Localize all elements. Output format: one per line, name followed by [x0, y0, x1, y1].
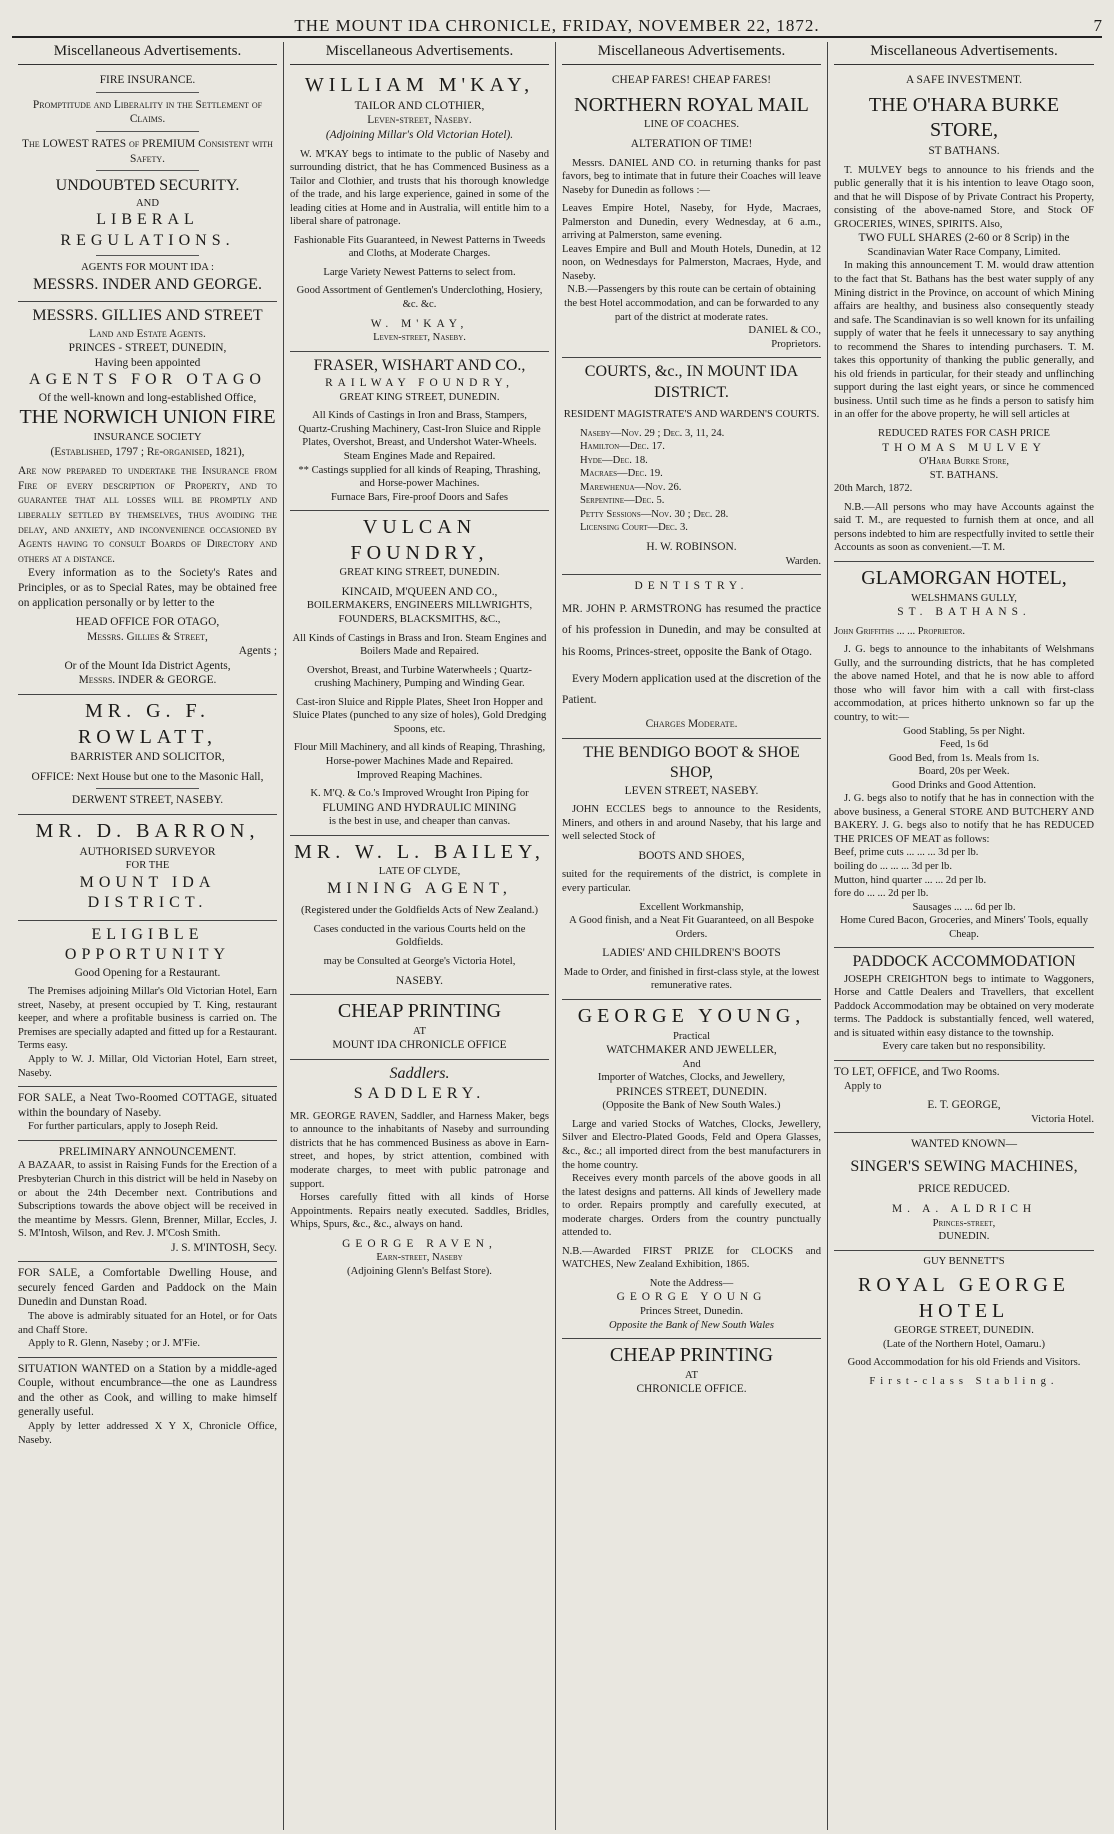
ad-line: Note the Address—	[649, 1277, 734, 1289]
ad-line: AGENTS FOR MOUNT IDA :	[81, 262, 214, 274]
ad-body: Every Modern application used at the discretion of the Patient.	[562, 672, 821, 707]
ad-line: PRINCES STREET, DUNEDIN.	[615, 1085, 768, 1098]
ad-line: Scandinavian Water Race Company, Limited.	[867, 246, 1061, 258]
ad-line: Furnace Bars, Fire-proof Doors and Safes	[330, 491, 509, 503]
ad-line: Marewhenua—Nov. 26.	[580, 481, 682, 493]
price-row: Mutton, hind quarter ... ... 2d per lb.	[834, 874, 987, 886]
ad-line: 20th March, 1872.	[834, 483, 913, 495]
ad-body: W. M'KAY begs to intimate to the public of Naseby and surrounding district, that he has Commenced Business as a Tailor and Clothier, and trusts that his thorough knowledge of the trade, and his large experience, gained in some of the leading cities at Home and in Australia, will entitle him to a liberal share of patronage.	[290, 148, 549, 228]
ad-line: Practical	[672, 1030, 711, 1042]
ad-line: Steam Engines Made and Repaired.	[343, 450, 496, 462]
ad-fire-insurance	[18, 69, 277, 302]
ad-line: And	[682, 1058, 701, 1070]
ad-line: LINE OF COACHES.	[643, 119, 740, 131]
column-heading: Miscellaneous Advertisements.	[290, 42, 549, 65]
ad-body: T. MULVEY begs to announce to his friends and the public generally that it is his intention to leave Otago soon, and that he will Dispose of by Private Contract his Property, consisting of the above-named Store, and Stock OF GROCERIES, WINES, SPIRITS. Also,	[834, 164, 1094, 230]
ad-body: Apply by letter addressed X Y X, Chronicle Office, Naseby.	[18, 1421, 277, 1446]
ad-line: RESIDENT MAGISTRATE'S AND WARDEN'S COURTS.	[563, 409, 820, 421]
ad-line: Cases conducted in the various Courts held on the Goldfields.	[313, 923, 526, 949]
ad-line: DANIEL & CO.,	[748, 325, 821, 337]
ad-line: Messrs. Gillies & Street,	[87, 630, 208, 643]
ad-dentistry	[562, 575, 821, 739]
ad-bailey	[290, 836, 549, 995]
ad-line: M. A. ALDRICH	[891, 1202, 1037, 1215]
ad-line: FRASER, WISHART AND CO.,	[313, 356, 526, 374]
ad-body: The above is admirably situated for an Hotel, or for Oats and Chaff Store.	[18, 1311, 277, 1336]
ad-george-young	[562, 1000, 821, 1339]
ad-line: Serpentine—Dec. 5.	[580, 495, 665, 507]
ad-line: INSURANCE SOCIETY	[93, 432, 202, 444]
ad-rowlatt	[18, 695, 277, 815]
ad-line: Or of the Mount Ida District Agents,	[64, 659, 231, 672]
ad-line: Macraes—Dec. 19.	[580, 468, 663, 480]
ad-line: J. S. M'INTOSH, Secy.	[171, 1241, 277, 1254]
ad-line: WATCHMAKER AND JEWELLER,	[606, 1044, 777, 1057]
column-heading: Miscellaneous Advertisements.	[18, 42, 277, 65]
ad-line: First-class Stabling.	[869, 1376, 1059, 1388]
ad-line: GEORGE RAVEN,	[342, 1237, 497, 1250]
ad-barron	[18, 815, 277, 921]
ad-line: MR. W. L. BAILEY,	[294, 840, 545, 863]
ad-line: N.B.—Awarded FIRST PRIZE for CLOCKS and WATCHES, New Zealand Exhibition, 1865.	[562, 1245, 821, 1271]
ad-line: Excellent Workmanship,	[639, 901, 744, 913]
ad-line: Hamilton—Dec. 17.	[580, 441, 665, 453]
column-heading: Miscellaneous Advertisements.	[834, 42, 1094, 65]
ad-line: DERWENT STREET, NASEBY.	[71, 794, 224, 807]
ad-line: O'Hara Burke Store,	[918, 456, 1010, 468]
ad-line: DENTISTRY.	[634, 580, 749, 593]
price-row: fore do ... ... 2d per lb.	[834, 888, 929, 900]
ad-line: A Good finish, and a Neat Fit Guaranteed, on all Bespoke Orders.	[569, 915, 814, 940]
ad-line: Licensing Court—Dec. 3.	[580, 522, 688, 534]
ad-line: FIRE INSURANCE.	[99, 74, 196, 87]
ad-line: THE NORWICH UNION FIRE	[19, 406, 276, 429]
ad-line: GEORGE YOUNG,	[577, 1004, 806, 1027]
ad-cottage-sale	[18, 1087, 277, 1141]
ad-line: Importer of Watches, Clocks, and Jewellery,	[597, 1072, 786, 1084]
ad-line: All Kinds of Castings in Brass and Iron. Steam Engines and Boilers Made and Repaired.	[292, 632, 547, 658]
ad-mckay	[290, 69, 549, 352]
ad-body: Receives every month parcels of the above goods in all the latest designs and patterns. All kinds of Jewellery made to order. Repairs promptly and carefully executed, at moderate charges. Orders from the country punctually attended to.	[562, 1173, 821, 1239]
ad-eligible-opportunity	[18, 921, 277, 1087]
ad-line: is the best in use, and cheaper than canvas.	[328, 816, 511, 828]
ad-royal-george	[834, 1251, 1094, 1395]
ad-line: Agents ;	[238, 645, 277, 658]
ad-body: A BAZAAR, to assist in Raising Funds for the Erection of a Presbyterian Church in this district will be held in Naseby on or about the 24th December next. Contributions and Subscriptions towards the above object will be received in the meantime by Messrs. Glenn, Brenner, Millar, Eccles, J. S. M'Intosh, Wilson, and Rev. J. M'Cosh Smith.	[18, 1160, 277, 1240]
ad-line: WILLIAM M'KAY,	[304, 74, 535, 97]
ad-line: MESSRS. GILLIES AND STREET	[32, 307, 263, 325]
ad-line: MINING AGENT,	[327, 879, 512, 897]
price-row: boiling do ... ... ... 3d per lb.	[834, 861, 952, 872]
ad-line: GREAT KING STREET, DUNEDIN.	[339, 567, 500, 579]
ad-line: Overshot, Breast, and Turbine Waterwheels ; Quartz-crushing Machinery, Pumping and Winding Gear.	[307, 664, 532, 690]
ad-line: Good Stabling, 5s per Night.	[903, 725, 1025, 737]
ad-paddock	[834, 948, 1094, 1061]
ad-line: KINCAID, M'QUEEN AND CO.,	[341, 585, 498, 598]
ad-line: Leaves Empire Hotel, Naseby, for Hyde, Macraes, Palmerston and Dunedin, every Wednesday, at 6 a.m., arriving at Palmerston, same evening.	[562, 203, 821, 242]
ad-line: GEORGE YOUNG	[616, 1291, 767, 1304]
ad-body: Horses carefully fitted with all kinds of Horse Appointments. Repairs neatly executed. Saddles, Bridles, Whips, Spurs, &c., &c., always on hand.	[290, 1192, 549, 1231]
ad-body: For further particulars, apply to Joseph Reid.	[28, 1121, 219, 1133]
ad-line: FLUMING AND HYDRAULIC MINING	[322, 801, 517, 814]
ad-line: Princes-street,	[932, 1217, 996, 1229]
ad-body: Apply to W. J. Millar, Old Victorian Hotel, Earn street, Naseby.	[18, 1053, 277, 1079]
ad-line: Good Accommodation for his old Friends and Visitors.	[847, 1357, 1081, 1369]
ad-line: W. M'KAY,	[370, 317, 469, 330]
ad-line: MOUNT IDA CHRONICLE OFFICE	[332, 1039, 507, 1052]
ad-line: FOR SALE, a Neat Two-Roomed COTTAGE, situated within the boundary of Naseby.	[18, 1092, 277, 1119]
ad-bazaar	[18, 1141, 277, 1262]
ad-body: Large and varied Stocks of Watches, Clocks, Jewellery, Silver and Electro-Plated Goods, Feld and Opera Glasses, &c., &c.; all imported direct from the best manufacturers in the home country.	[562, 1118, 821, 1171]
masthead	[12, 6, 1102, 38]
ad-line: MOUNT IDA DISTRICT.	[79, 873, 216, 912]
ad-line: AGENTS FOR OTAGO	[29, 371, 266, 389]
ad-body: Every information as to the Society's Rates and Principles, or as to Special Rates, may be obtained free on application personally or by letter to the	[18, 567, 277, 609]
ad-ohara-burke-store	[834, 69, 1094, 562]
ad-line: BOOTS AND SHOES,	[638, 849, 745, 862]
ad-line: UNDOUBTED SECURITY.	[55, 177, 240, 195]
ad-line: Flour Mill Machinery, and all kinds of Reaping, Thrashing, Horse-power Machines Made and Repaired.	[293, 742, 546, 767]
column-2	[284, 42, 556, 1830]
masthead-title: THE MOUNT IDA CHRONICLE, FRIDAY, NOVEMBER 22, 1872.	[294, 16, 820, 35]
ad-line: BARRISTER AND SOLICITOR,	[70, 751, 225, 764]
ad-body: JOSEPH CREIGHTON begs to intimate to Waggoners, Horse and Cattle Dealers and Travellers, that excellent Paddock Accommodation may be obtained on very moderate terms. The Paddock is substantially fenced, well watered, and is situated within easy distance to the township.	[834, 973, 1094, 1039]
ad-body: Messrs. DANIEL AND CO. in returning thanks for past favors, beg to intimate that in future their Coaches will leave Naseby for Dunedin as follows :—	[562, 157, 821, 196]
ad-body: N.B.—All persons who may have Accounts against the said T. M., are requested to furnish them at once, and all persons indebted to him are respectfully invited to settle their Accounts as soon as convenient.—T. M.	[834, 501, 1094, 554]
ad-body: Apply to R. Glenn, Naseby ; or J. M'Fie.	[28, 1338, 200, 1350]
ad-line: suited for the requirements of the district, is complete in every particular.	[562, 869, 821, 895]
ad-cheap-printing	[290, 995, 549, 1060]
ad-line: LEVEN STREET, NASEBY.	[624, 784, 759, 797]
ad-line: GUY BENNETT'S	[923, 1255, 1005, 1267]
ad-line: ST BATHANS.	[928, 144, 1000, 157]
ad-line: Feed, 1s 6d	[939, 739, 989, 751]
ad-line: OFFICE: Next House but one to the Masonic Hall,	[31, 770, 264, 783]
column-heading: Miscellaneous Advertisements.	[562, 42, 821, 65]
columns	[12, 42, 1102, 1830]
ad-line: WELSHMANS GULLY,	[911, 592, 1017, 604]
column-1	[12, 42, 284, 1830]
price-row: Sausages ... ... 6d per lb.	[912, 901, 1016, 913]
ad-line: PRICE REDUCED.	[918, 1183, 1010, 1196]
ad-line: NORTHERN ROYAL MAIL	[574, 93, 809, 116]
ad-line: Saddlers.	[389, 1064, 450, 1082]
ad-line: MESSRS. INDER AND GEORGE.	[33, 275, 262, 293]
ad-line: RAILWAY FOUNDRY,	[325, 377, 514, 390]
ad-to-let	[834, 1061, 1094, 1133]
ad-line: Warden.	[785, 555, 821, 567]
ad-line: THE O'HARA BURKE STORE,	[868, 93, 1060, 142]
ad-line: MR. G. F. ROWLATT,	[77, 700, 218, 748]
ad-line: HEAD OFFICE FOR OTAGO,	[75, 616, 220, 629]
ad-line: ** Castings supplied for all kinds of Reaping, Thrashing, and Horse-power Machines.	[298, 464, 541, 490]
ad-line: ELIGIBLE OPPORTUNITY	[64, 925, 231, 964]
ad-line: Cast-iron Sluice and Ripple Plates, Sheet Iron Hopper and Sluice Plates (punched to any size of holes), Gold Dredging Spoons, etc.	[292, 696, 547, 735]
ad-cheap-printing-2	[562, 1339, 821, 1403]
ad-line: Messrs. INDER & GEORGE.	[78, 674, 217, 687]
ad-line: Home Cured Bacon, Groceries, and Miners' Tools, equally Cheap.	[839, 915, 1089, 940]
ad-vulcan-foundry	[290, 511, 549, 836]
ad-body: MR. GEORGE RAVEN, Saddler, and Harness Maker, begs to announce to the inhabitants of Naseby and surrounding districts that he has commenced Business as above in Earn-street, and hopes, by strict attention, combined with moderate charges, to meet with public patronage and support.	[290, 1110, 549, 1190]
ad-line: Land and Estate Agents.	[89, 327, 206, 340]
ad-line: ST. BATHANS.	[929, 469, 999, 481]
ad-line: LADIES' AND CHILDREN'S BOOTS	[602, 947, 781, 960]
ad-line: Hyde—Dec. 18.	[580, 454, 648, 466]
ad-line: John Griffiths ... ... Proprietor.	[834, 625, 966, 637]
ad-northern-royal-mail	[562, 69, 821, 358]
ad-situation-wanted	[18, 1358, 277, 1453]
ad-line: SITUATION WANTED on a Station by a middle-aged Couple, without encumbrance—the one as Laundress and the other as Cook, and willing to make himself generally useful.	[18, 1362, 277, 1419]
ad-line: AUTHORISED SURVEYOR	[79, 845, 216, 858]
ad-gillies-street	[18, 302, 277, 695]
ad-body: JOHN ECCLES begs to announce to the Residents, Miners, and others in and around Naseby, that his large and well selected Stock of	[562, 804, 821, 843]
ad-line: TWO FULL SHARES (2-60 or 8 Scrip) in the	[858, 232, 1070, 245]
ad-line: Good Drinks and Good Attention.	[892, 779, 1036, 791]
ad-line: Apply to	[844, 1080, 882, 1092]
ad-line: LATE OF CLYDE,	[378, 866, 461, 878]
ad-line: SADDLERY.	[353, 1085, 486, 1103]
ad-line: H. W. ROBINSON.	[646, 541, 737, 554]
ad-dwelling-sale	[18, 1262, 277, 1357]
ad-body: MR. JOHN P. ARMSTRONG has resumed the practice of his profession in Dunedin, and may be consulted at his Rooms, Princes-street, opposite the Bank of Otago.	[562, 602, 821, 659]
ad-line: CHRONICLE OFFICE.	[636, 1383, 747, 1396]
price-row: Beef, prime cuts ... ... ... 3d per lb.	[834, 847, 979, 859]
ad-line: Earn-street, Naseby	[376, 1252, 463, 1264]
ad-line: Promptitude and Liberality in the Settlement of Claims.	[32, 98, 263, 126]
ad-line: Victoria Hotel.	[1031, 1113, 1094, 1125]
ad-line: FOR THE	[125, 860, 170, 872]
ad-line: The LOWEST RATES of PREMIUM Consistent with Safety.	[22, 137, 273, 165]
ad-line: (Adjoining Glenn's Belfast Store).	[347, 1265, 492, 1277]
ad-line: Good Assortment of Gentlemen's Underclothing, Hosiery, &c. &c.	[296, 285, 543, 311]
ad-line: SINGER'S SEWING MACHINES,	[850, 1157, 1078, 1175]
ad-line: E. T. GEORGE,	[927, 1099, 1001, 1112]
ad-line: GLAMORGAN HOTEL,	[861, 566, 1067, 589]
ad-line: LIBERAL REGULATIONS.	[60, 211, 235, 249]
ad-line: PRINCES - STREET, DUNEDIN,	[68, 342, 227, 355]
ad-saddlery	[290, 1060, 549, 1285]
ad-line: GREAT KING STREET, DUNEDIN.	[339, 391, 500, 403]
ad-line: PADDOCK ACCOMMODATION	[852, 953, 1076, 971]
ad-line: A SAFE INVESTMENT.	[906, 74, 1022, 87]
ad-line: AT	[413, 1025, 426, 1037]
ad-line: Quartz-Crushing Machinery, Cast-Iron Sluice and Ripple Plates, Overshot, Breast, and Undershot Water-Wheels.	[298, 423, 541, 449]
ad-line: (Registered under the Goldfields Acts of New Zealand.)	[300, 905, 539, 917]
ad-line: AT	[685, 1369, 698, 1381]
ad-line: ALTERATION OF TIME!	[630, 137, 753, 150]
ad-line: TAILOR AND CLOTHIER,	[354, 99, 485, 112]
ad-line: THOMAS MULVEY	[882, 441, 1046, 454]
ad-line: Leaves Empire and Bull and Mouth Hotels, Dunedin, at 12 noon, on Wednesdays for Palmerston, Macraes, Hyde, and Naseby.	[562, 243, 821, 282]
ad-line: TO LET, OFFICE, and Two Rooms.	[834, 1066, 1000, 1079]
ad-singer	[834, 1133, 1094, 1250]
ad-body: J. G. begs to announce to the inhabitants of Welshmans Gully, and the surrounding districts, that he has completed the above named Hotel, and that he is now able to afford those who will favor him with a call with first-class accommodation, at prices hitherto unknown so far up the country, to wit:—	[834, 644, 1094, 723]
ad-line: (Adjoining Millar's Old Victorian Hotel).	[325, 128, 514, 141]
ad-line: Proprietors.	[771, 338, 821, 350]
ad-line: Opposite the Bank of New South Wales	[609, 1319, 774, 1331]
ad-line: REDUCED RATES FOR CASH PRICE	[878, 428, 1050, 439]
ad-line: ROYAL GEORGE HOTEL	[857, 1274, 1071, 1322]
ad-line: Large Variety Newest Patterns to select from.	[323, 266, 516, 278]
ad-body: In making this announcement T. M. would draw attention to the fact that St. Bathans has the best water supply of any Mining district in the Province, on account of which Mining affairs are healthy, and business also consequently steady and safe. The Scandinavian is so well known for its unfailing supply of water that he feels it unnecessary to say anything to recommend the Shares to intending purchasers. T. M. takes this opportunity of thanking the public generally, and his old friends in particular, for their steady and unflinching support during the last eight years, or since he commenced business. Until such time as he finds a person to satisfy him in an offer for the above property, he will sell articles at	[834, 260, 1094, 421]
ad-line: K. M'Q. & Co.'s Improved Wrought Iron Piping for	[310, 788, 529, 800]
ad-line: CHEAP PRINTING	[609, 1344, 774, 1367]
ad-line: CHEAP PRINTING	[337, 1000, 502, 1023]
ad-line: All Kinds of Castings in Iron and Brass, Stampers,	[312, 410, 527, 422]
ad-line: (Opposite the Bank of New South Wales.)	[602, 1100, 781, 1112]
ad-bendigo-boot	[562, 739, 821, 1000]
ad-line: PRELIMINARY ANNOUNCEMENT.	[58, 1145, 237, 1158]
ad-line: ST. BATHANS.	[897, 606, 1031, 619]
ad-line: Improved Reaping Machines.	[356, 769, 483, 781]
ad-line: COURTS, &c., IN MOUNT IDA DISTRICT.	[584, 363, 799, 401]
ad-glamorgan-hotel	[834, 562, 1094, 948]
ad-line: Charges Moderate.	[645, 718, 738, 731]
ad-line: may be Consulted at George's Victoria Hotel,	[323, 955, 516, 967]
ad-body: Are now prepared to undertake the Insurance from Fire of every description of Property, and to guarantee that all losses will be promptly and liberally settled by themselves, thus avoiding the delay, and anxiety, and inconvenience occasioned by Agents having to consult Boards of Directory and others at a distance.	[18, 465, 277, 565]
ad-line: NASEBY.	[396, 974, 443, 987]
ad-line: Every care taken but no responsibility.	[882, 1041, 1046, 1053]
ad-line: Leven-street, Naseby.	[373, 332, 466, 344]
ad-line: THE BENDIGO BOOT & SHOE SHOP,	[583, 743, 800, 782]
ad-line: (Established, 1797 ; Re-organised, 1821),	[50, 445, 245, 458]
ad-body: J. G. begs also to notify that he has in connection with the above business, a General STORE AND BUTCHERY AND BAKERY. J. G. begs also to notify that he has REDUCED THE PRICES OF MEAT as follows:	[834, 793, 1094, 845]
page-number: 7	[1093, 16, 1102, 35]
ad-line: Good Opening for a Restaurant.	[74, 966, 221, 979]
ad-line: AND	[136, 197, 159, 209]
ad-line: Fashionable Fits Guaranteed, in Newest Patterns in Tweeds and Cloths, at Moderate Charges.	[293, 234, 546, 260]
ad-line: (Late of the Northern Hotel, Oamaru.)	[882, 1338, 1046, 1350]
ad-courts	[562, 358, 821, 575]
ad-line: Princes Street, Dunedin.	[640, 1306, 743, 1318]
ad-body: The Premises adjoining Millar's Old Victorian Hotel, Earn street, Naseby, at present occupied by T. King, restaurant keeper, and where a profitable business is carried on. The Premises are specially adapted and fitted up for a Restaurant. Terms easy.	[18, 986, 277, 1052]
ad-line: Good Bed, from 1s. Meals from 1s.	[888, 752, 1040, 764]
ad-line: N.B.—Passengers by this route can be certain of obtaining the best Hotel accommodation, and can be forwarded to any part of the district at moderate rates.	[564, 284, 819, 323]
ad-line: WANTED KNOWN—	[911, 1138, 1017, 1151]
ad-line: BOILERMAKERS, ENGINEERS MILLWRIGHTS, FOUNDERS, BLACKSMITHS, &C.,	[306, 600, 533, 626]
column-3	[556, 42, 828, 1830]
column-4	[828, 42, 1100, 1830]
ad-line: GEORGE STREET, DUNEDIN.	[894, 1325, 1034, 1337]
ad-line: Made to Order, and finished in first-class style, at the lowest remunerative rates.	[563, 966, 820, 992]
ad-line: MR. D. BARRON,	[35, 820, 260, 843]
ad-line: Of the well-known and long-established Office,	[38, 391, 257, 404]
ad-line: DUNEDIN.	[938, 1231, 990, 1243]
ad-fraser-wishart	[290, 352, 549, 511]
ad-line: Having been appointed	[94, 356, 201, 369]
ad-line: Petty Sessions—Nov. 30 ; Dec. 28.	[580, 508, 729, 520]
ad-line: Leven-street, Naseby.	[367, 114, 472, 127]
ad-line: Naseby—Nov. 29 ; Dec. 3, 11, 24.	[580, 427, 725, 439]
ad-line: FOR SALE, a Comfortable Dwelling House, and securely fenced Garden and Paddock on the Main Dunedin and Dunstan Road.	[18, 1267, 277, 1309]
ad-line: CHEAP FARES! CHEAP FARES!	[611, 74, 772, 87]
ad-line: VULCAN FOUNDRY,	[350, 516, 489, 564]
ad-line: Board, 20s per Week.	[918, 766, 1010, 778]
